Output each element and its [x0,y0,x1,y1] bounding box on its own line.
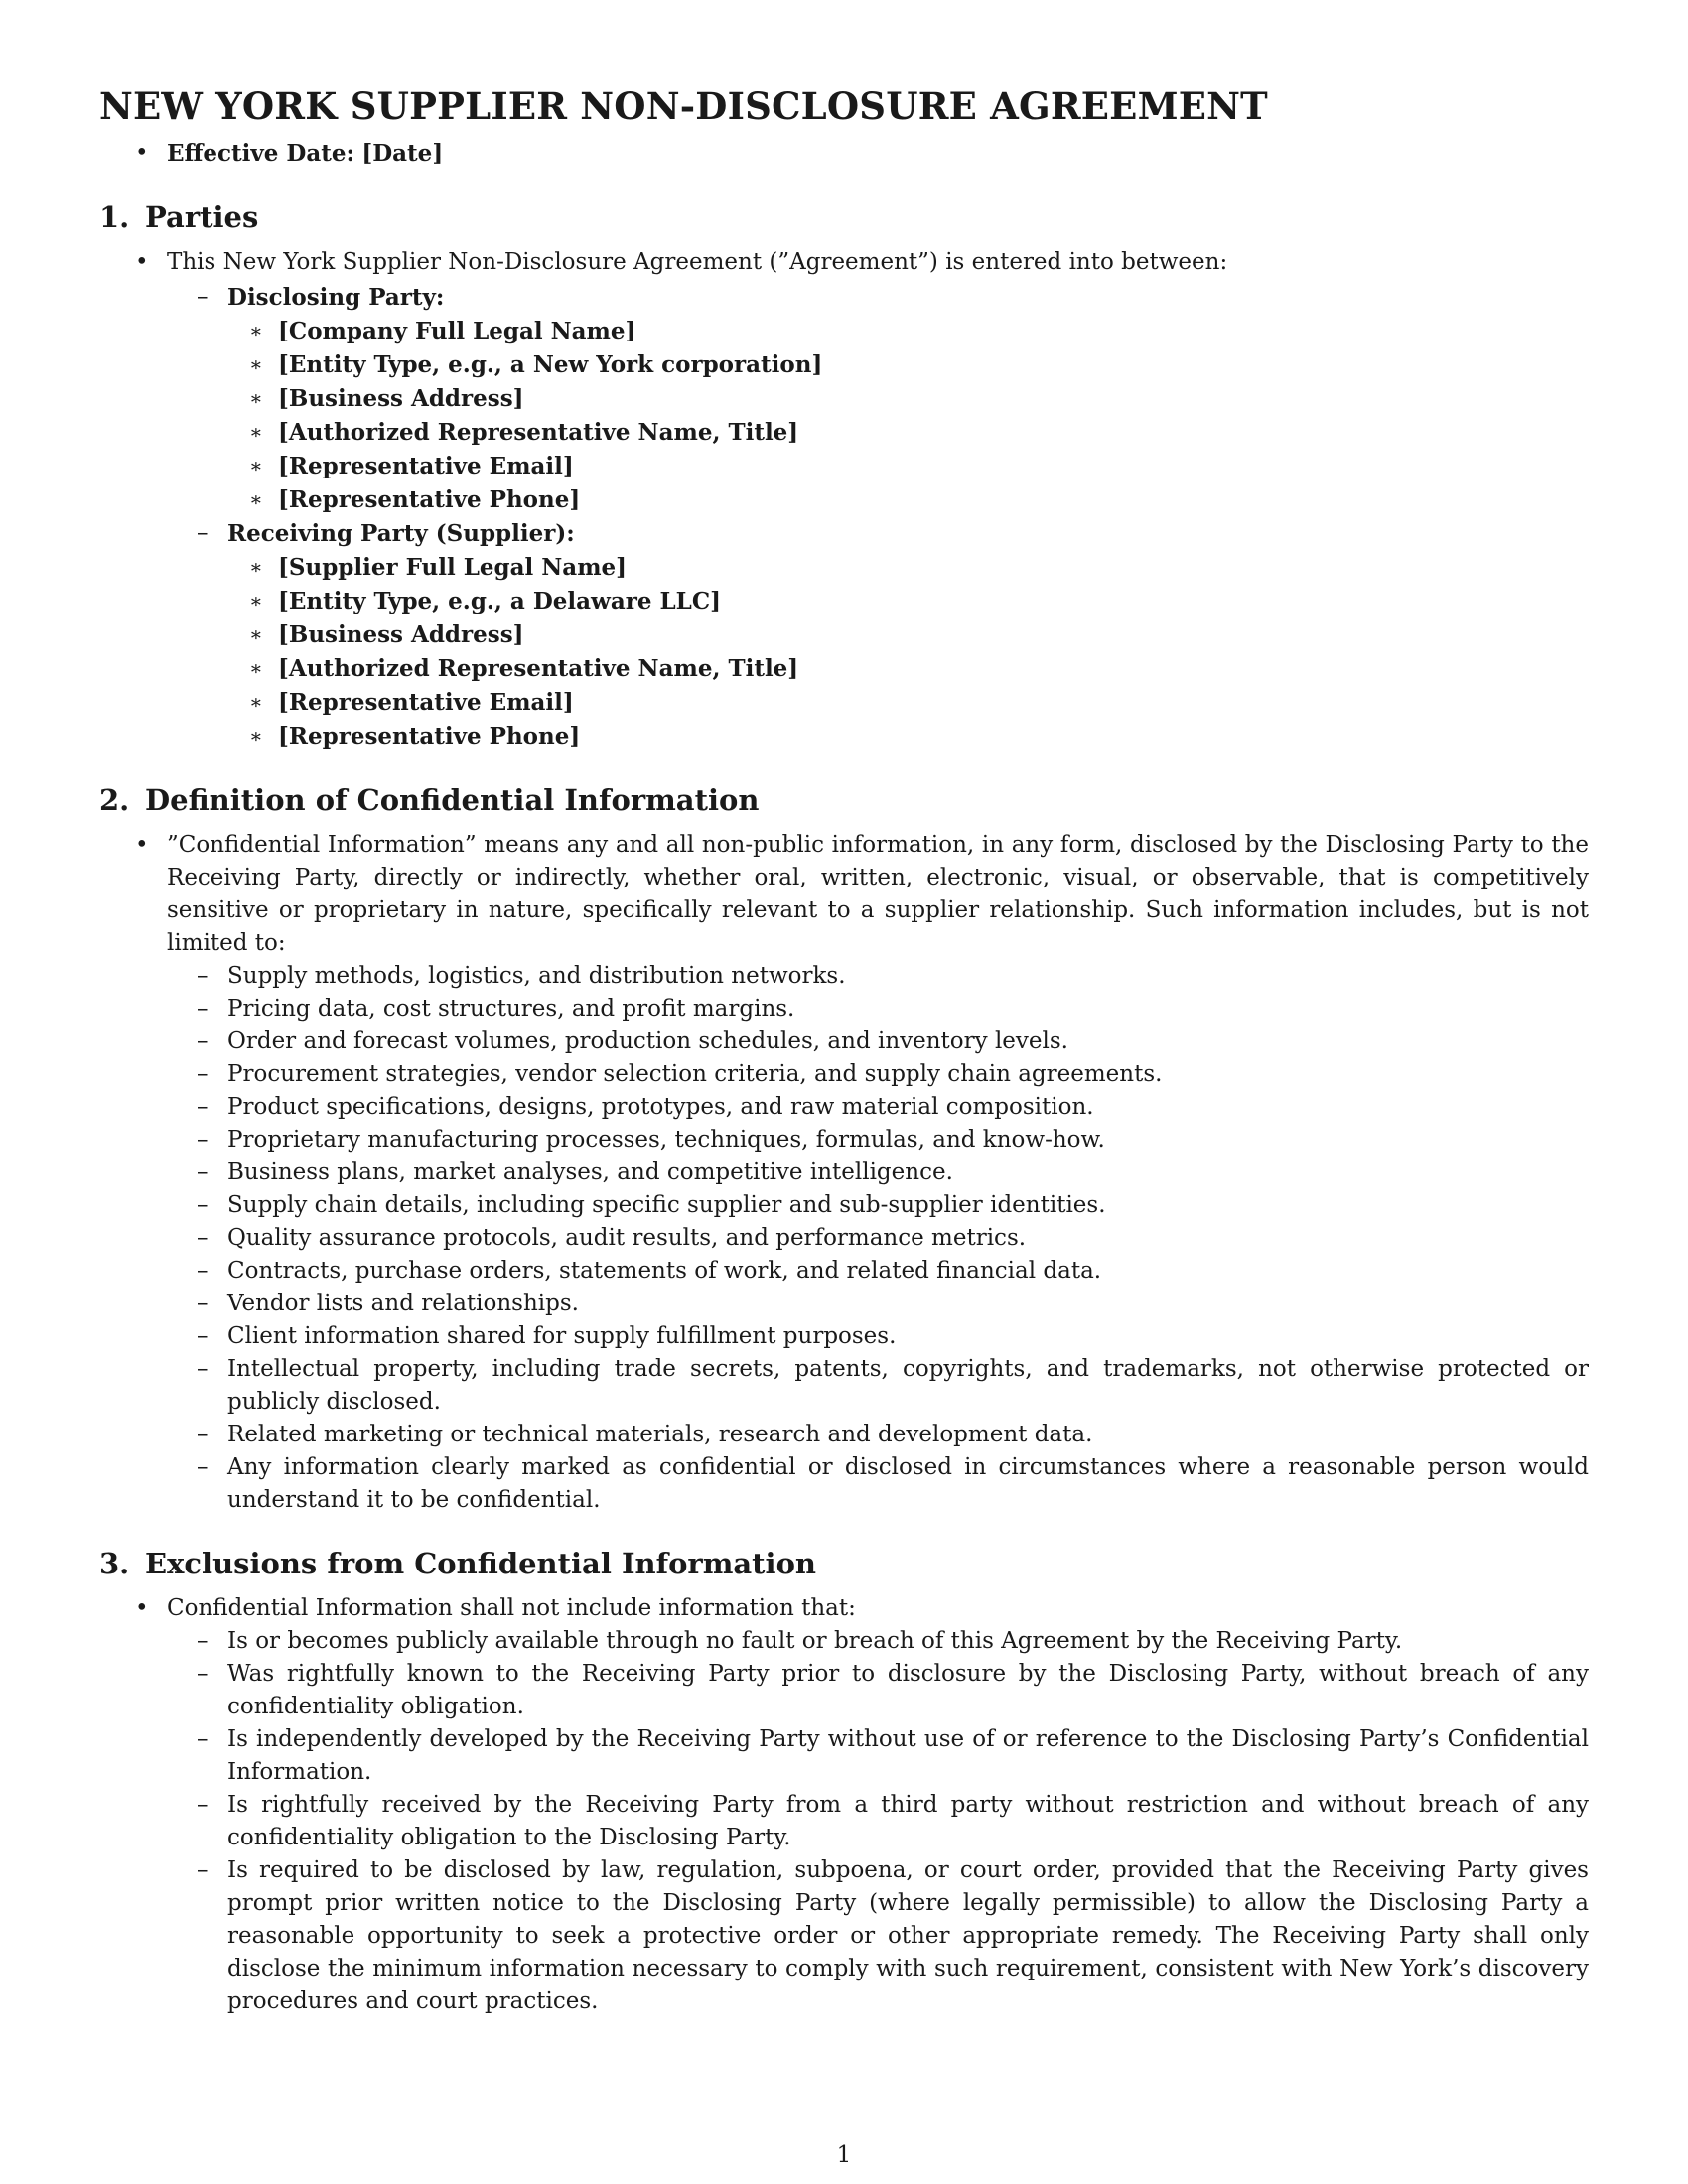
exclusion-item [167,1723,1589,1789]
parties-list [167,281,1589,753]
section-1-list [99,246,1589,753]
disclosing-field [227,416,1589,450]
disclosing-field-text: [Representative Phone] [278,486,581,513]
dash-icon: – [197,1094,209,1120]
dash-icon: – [197,963,209,989]
exclusion-item-text: Is rightfully received by the Receiving Party from a third party without restriction and without breach of any confidentiality obligation to the Disclosing Party. [227,1792,1589,1850]
disclosing-field [227,315,1589,348]
receiving-field [227,618,1589,652]
parties-intro [99,246,1589,753]
section-2-title: Definition of Confidential Information [145,783,760,817]
dash-icon: – [197,1422,209,1447]
dash-icon: – [197,1356,209,1382]
definition-item-text: Product specifications, designs, prototypes, and raw material composition. [227,1094,1094,1120]
asterisk-icon: ∗ [249,454,263,478]
asterisk-icon: ∗ [249,690,263,714]
definition-item [167,1222,1589,1255]
section-2-number: 2. [99,783,130,817]
definition-item [167,993,1589,1025]
effective-date-label: Effective Date: [167,140,355,167]
disclosing-field-text: [Company Full Legal Name] [278,318,636,344]
bullet-icon: • [135,832,149,858]
definition-text: ”Confidential Information” means any and all non-public information, in any form, disclosed by the Disclosing Party to the Receiving Party, directly or indirectly, whether oral, written, electronic, visual, or observable, that is competitively sensitive or proprietary in nature, specifically relevant to a supplier relationship. Such information includes, but is not limited to: [167,832,1589,956]
dash-icon: – [197,520,209,546]
definition-item [167,1058,1589,1091]
asterisk-icon: ∗ [249,622,263,646]
receiving-field-text: [Authorized Representative Name, Title] [278,655,799,682]
exclusion-item [167,1789,1589,1854]
disclosing-field [227,382,1589,416]
bullet-icon: • [135,1595,149,1621]
exclusions-intro: Confidential Information shall not include information that: [167,1595,856,1621]
parties-intro-text: This New York Supplier Non-Disclosure Agreement (”Agreement”) is entered into between: [167,249,1228,275]
section-2-list [99,829,1589,1517]
asterisk-icon: ∗ [249,386,263,410]
exclusion-item [167,1625,1589,1658]
definition-item [167,1419,1589,1451]
receiving-field-text: [Business Address] [278,621,524,648]
receiving-field-text: [Supplier Full Legal Name] [278,554,628,581]
disclosing-party-fields [227,315,1589,517]
exclusion-item-text: Was rightfully known to the Receiving Party prior to disclosure by the Disclosing Party, without breach of any confidentiality obligation. [227,1661,1589,1719]
definition-item-text: Order and forecast volumes, production schedules, and inventory levels. [227,1028,1068,1054]
definition-item-text: Client information shared for supply fulfillment purposes. [227,1323,897,1349]
section-3-list [99,1592,1589,2018]
section-3-heading [99,1545,1589,1582]
section-3-number: 3. [99,1547,130,1580]
section-2-heading [99,781,1589,819]
asterisk-icon: ∗ [249,319,263,342]
asterisk-icon: ∗ [249,487,263,511]
section-1-heading [99,199,1589,236]
receiving-field [227,585,1589,618]
disclosing-party-label: Disclosing Party: [227,284,445,311]
receiving-party-label: Receiving Party (Supplier): [227,520,575,547]
disclosing-field-text: [Entity Type, e.g., a New York corporation] [278,351,823,378]
dash-icon: – [197,1192,209,1218]
dash-icon: – [197,1454,209,1480]
receiving-party [167,517,1589,753]
dash-icon: – [197,1792,209,1818]
definition-item-text: Supply methods, logistics, and distribution networks. [227,963,846,989]
definition-item-text: Intellectual property, including trade secrets, patents, copyrights, and trademarks, not otherwise protected or publicly disclosed. [227,1356,1589,1415]
definition-item [167,1157,1589,1189]
definition-item-text: Quality assurance protocols, audit results, and performance metrics. [227,1225,1027,1251]
dash-icon: – [197,1291,209,1316]
exclusion-items [167,1625,1589,2018]
definition-item-text: Supply chain details, including specific supplier and sub-supplier identities. [227,1192,1106,1218]
receiving-field [227,686,1589,720]
exclusion-item-text: Is independently developed by the Receiving Party without use of or reference to the Disclosing Party’s Confidential Information. [227,1726,1589,1785]
dash-icon: – [197,996,209,1022]
exclusion-item-text: Is or becomes publicly available through no fault or breach of this Agreement by the Receiving Party. [227,1628,1403,1654]
dash-icon: – [197,1258,209,1284]
definition-item-text: Pricing data, cost structures, and profit margins. [227,996,795,1022]
asterisk-icon: ∗ [249,656,263,680]
definition-items [167,960,1589,1517]
definition-item-text: Business plans, market analyses, and competitive intelligence. [227,1160,953,1185]
receiving-field [227,652,1589,686]
dash-icon: – [197,1628,209,1654]
definition-item [167,1255,1589,1288]
asterisk-icon: ∗ [249,555,263,579]
bullet-icon: • [135,140,149,166]
effective-date-value: [Date] [361,140,444,167]
definition-item [167,1353,1589,1419]
section-1-number: 1. [99,201,130,234]
disclosing-field-text: [Representative Email] [278,453,574,479]
bullet-icon: • [135,249,149,275]
definition-paragraph [99,829,1589,1517]
definition-item-text: Procurement strategies, vendor selection criteria, and supply chain agreements. [227,1061,1163,1087]
dash-icon: – [197,1726,209,1752]
effective-date-list [99,137,1589,171]
effective-date-item [99,137,1589,171]
exclusions-paragraph [99,1592,1589,2018]
dash-icon: – [197,1028,209,1054]
dash-icon: – [197,1323,209,1349]
exclusion-item [167,1658,1589,1723]
section-1-title: Parties [145,201,259,234]
asterisk-icon: ∗ [249,352,263,376]
exclusion-item [167,1854,1589,2018]
receiving-field-text: [Representative Email] [278,689,574,716]
page-number: 1 [836,2142,852,2168]
definition-item [167,1320,1589,1353]
asterisk-icon: ∗ [249,420,263,444]
disclosing-field-text: [Business Address] [278,385,524,412]
disclosing-field [227,450,1589,483]
definition-item [167,1091,1589,1124]
definition-item-text: Related marketing or technical materials, research and development data. [227,1422,1093,1447]
definition-item [167,960,1589,993]
dash-icon: – [197,1127,209,1153]
document-title: NEW YORK SUPPLIER NON-DISCLOSURE AGREEMENT [99,84,1268,128]
definition-item [167,1189,1589,1222]
definition-item [167,1025,1589,1058]
definition-item-text: Contracts, purchase orders, statements of work, and related financial data. [227,1258,1102,1284]
definition-item-text: Vendor lists and relationships. [227,1291,579,1316]
dash-icon: – [197,1061,209,1087]
document-page [99,83,1589,2018]
receiving-field-text: [Entity Type, e.g., a Delaware LLC] [278,588,722,614]
definition-item-text: Proprietary manufacturing processes, techniques, formulas, and know-how. [227,1127,1105,1153]
definition-item [167,1288,1589,1320]
definition-item [167,1451,1589,1517]
dash-icon: – [197,284,209,310]
dash-icon: – [197,1661,209,1687]
exclusion-item-text: Is required to be disclosed by law, regulation, subpoena, or court order, provided that the Receiving Party gives prompt prior written notice to the Disclosing Party (where legally permissible) to allow the Disclosing Party a reasonable opportunity to seek a protective order or other appropriate remedy. The Receiving Party shall only disclose the minimum information necessary to comply with such requirement, consistent with New York’s discovery procedures and court practices. [227,1857,1589,2014]
dash-icon: – [197,1857,209,1883]
definition-item [167,1124,1589,1157]
receiving-field [227,720,1589,753]
section-3-title: Exclusions from Confidential Information [145,1547,817,1580]
disclosing-field [227,483,1589,517]
dash-icon: – [197,1225,209,1251]
disclosing-party [167,281,1589,517]
disclosing-field-text: [Authorized Representative Name, Title] [278,419,799,446]
definition-item-text: Any information clearly marked as confidential or disclosed in circumstances where a reasonable person would understand it to be confidential. [227,1454,1589,1513]
asterisk-icon: ∗ [249,589,263,613]
dash-icon: – [197,1160,209,1185]
receiving-field-text: [Representative Phone] [278,723,581,750]
asterisk-icon: ∗ [249,724,263,748]
receiving-field [227,551,1589,585]
disclosing-field [227,348,1589,382]
receiving-party-fields [227,551,1589,753]
